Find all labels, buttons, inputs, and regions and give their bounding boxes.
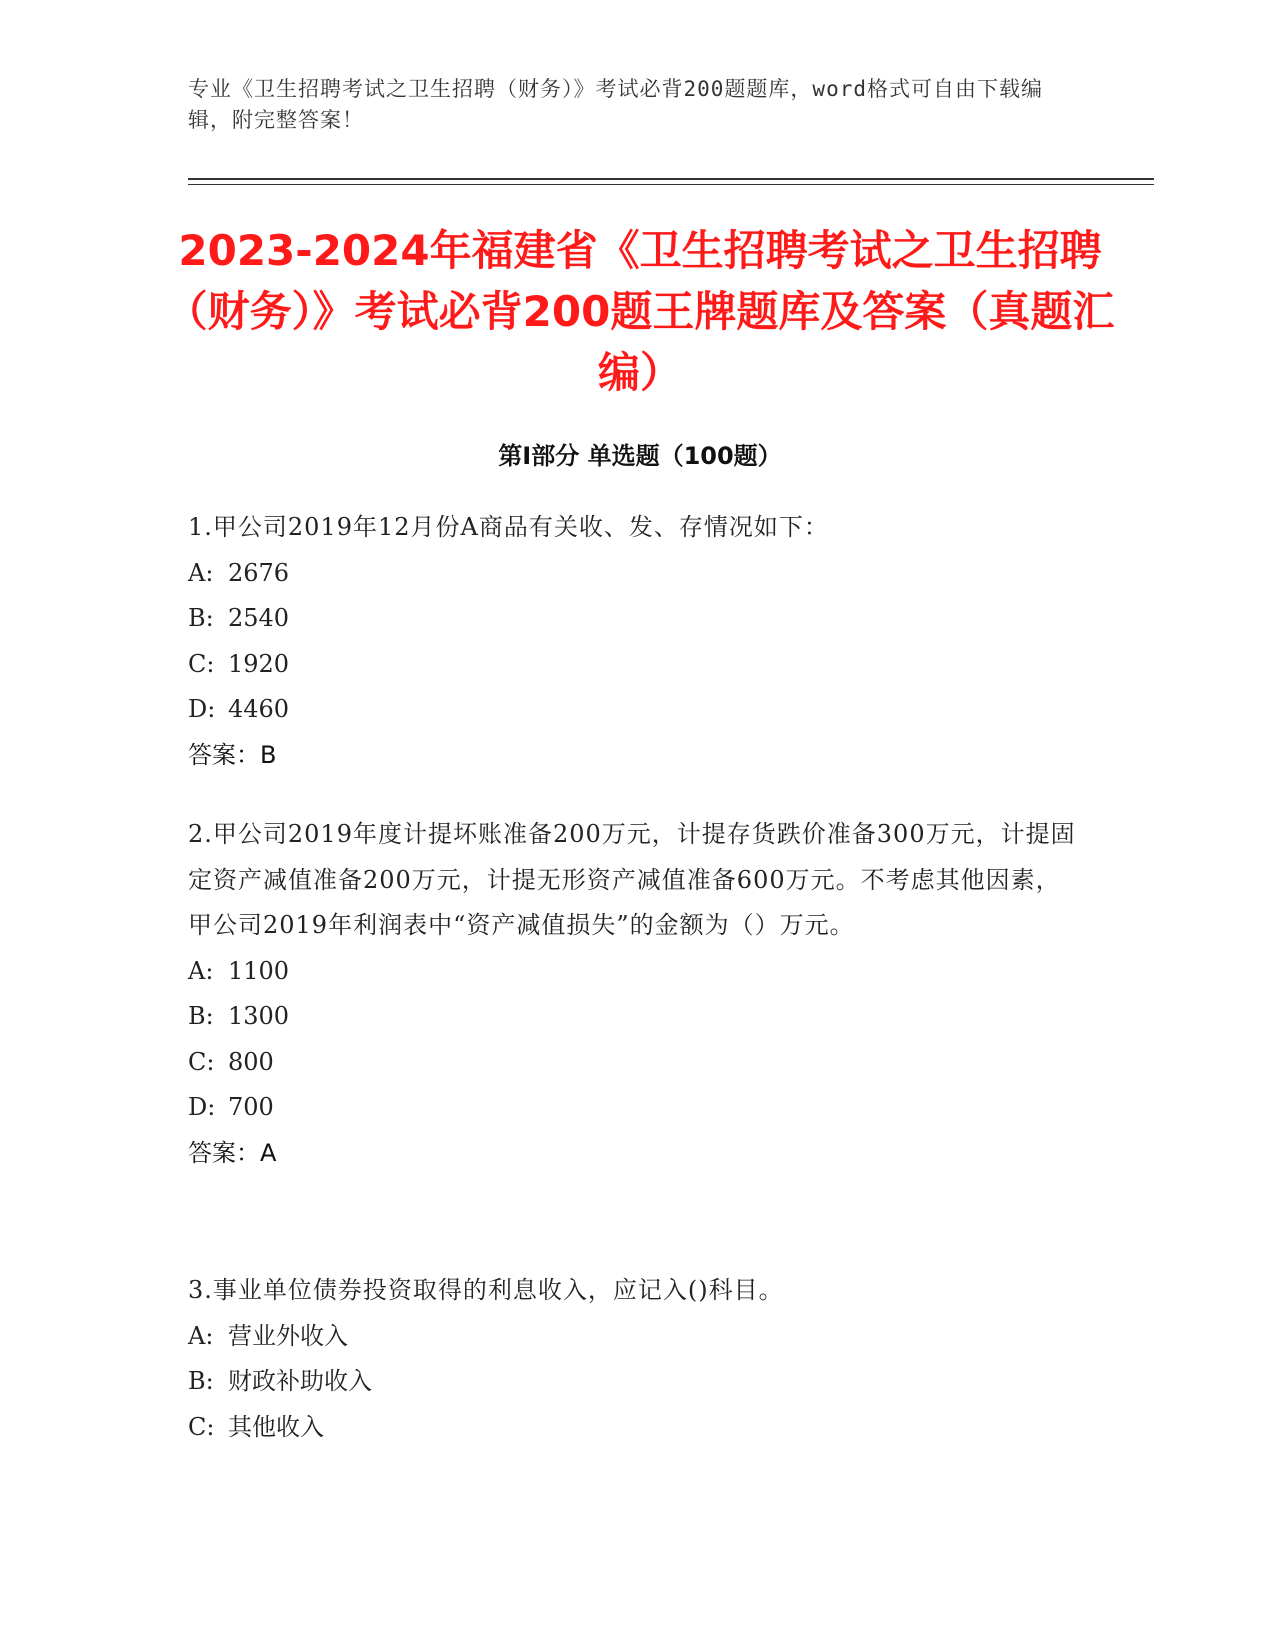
question-3 — [188, 1268, 1078, 1450]
option-letter: D: — [188, 695, 216, 723]
option-b — [188, 1359, 1078, 1405]
option-letter: A: — [188, 956, 214, 985]
question-stem: 1.甲公司2019年12月份A商品有关收、发、存情况如下： — [188, 513, 829, 541]
option-text: 营业外收入 — [228, 1321, 348, 1350]
option-text: 其他收入 — [228, 1412, 324, 1441]
section-title: 第Ⅰ部分 单选题（100题） — [498, 442, 782, 470]
answer-label: 答案： — [188, 1138, 260, 1167]
header-divider-thin — [188, 184, 1154, 185]
answer-value: B — [260, 740, 277, 769]
option-a — [188, 551, 1078, 597]
option-text: 1100 — [228, 956, 290, 985]
answer-line — [188, 1131, 1078, 1177]
question-2 — [188, 812, 1078, 1176]
option-letter: C: — [188, 1412, 215, 1441]
answer-value: A — [260, 1138, 277, 1167]
option-letter: A: — [188, 1321, 214, 1350]
option-letter: C: — [188, 1047, 215, 1076]
option-letter: D: — [188, 1093, 216, 1121]
option-text: 2676 — [228, 558, 290, 587]
document-title: 2023-2024年福建省《卫生招聘考试之卫生招聘（财务）》考试必背200题王牌题库及答案（真题汇编） — [165, 226, 1115, 397]
option-letter: A: — [188, 558, 214, 587]
option-text: 4460 — [228, 695, 290, 723]
header-note: 专业《卫生招聘考试之卫生招聘（财务）》考试必背200题题库，word格式可自由下载编辑，附完整答案！ — [188, 77, 1043, 132]
option-c — [188, 1040, 1078, 1086]
option-b — [188, 994, 1078, 1040]
option-letter: B: — [188, 604, 214, 632]
option-a — [188, 949, 1078, 995]
option-b — [188, 596, 1078, 642]
question-stem: 3.事业单位债券投资取得的利息收入，应记入()科目。 — [188, 1276, 784, 1304]
option-letter: C: — [188, 649, 215, 678]
option-text: 1300 — [228, 1002, 290, 1030]
option-d — [188, 1085, 1078, 1131]
option-letter: B: — [188, 1002, 214, 1030]
option-a — [188, 1314, 1078, 1360]
question-stem: 2.甲公司2019年度计提坏账准备200万元，计提存货跌价准备300万元，计提固定资产减值准备200万元，计提无形资产减值准备600万元。不考虑其他因素，甲公司2019年利润表中“资产减值损失”的金额为（）万元。 — [188, 820, 1076, 939]
answer-label: 答案： — [188, 740, 260, 769]
option-c — [188, 1405, 1078, 1451]
option-text: 财政补助收入 — [228, 1367, 372, 1395]
option-text: 800 — [228, 1047, 274, 1076]
option-text: 1920 — [228, 649, 290, 678]
option-letter: B: — [188, 1367, 214, 1395]
question-1 — [188, 505, 1078, 778]
option-c — [188, 642, 1078, 688]
option-d — [188, 687, 1078, 733]
option-text: 700 — [228, 1093, 274, 1121]
header-divider-thick — [188, 178, 1154, 180]
answer-line — [188, 733, 1078, 779]
option-text: 2540 — [228, 604, 290, 632]
